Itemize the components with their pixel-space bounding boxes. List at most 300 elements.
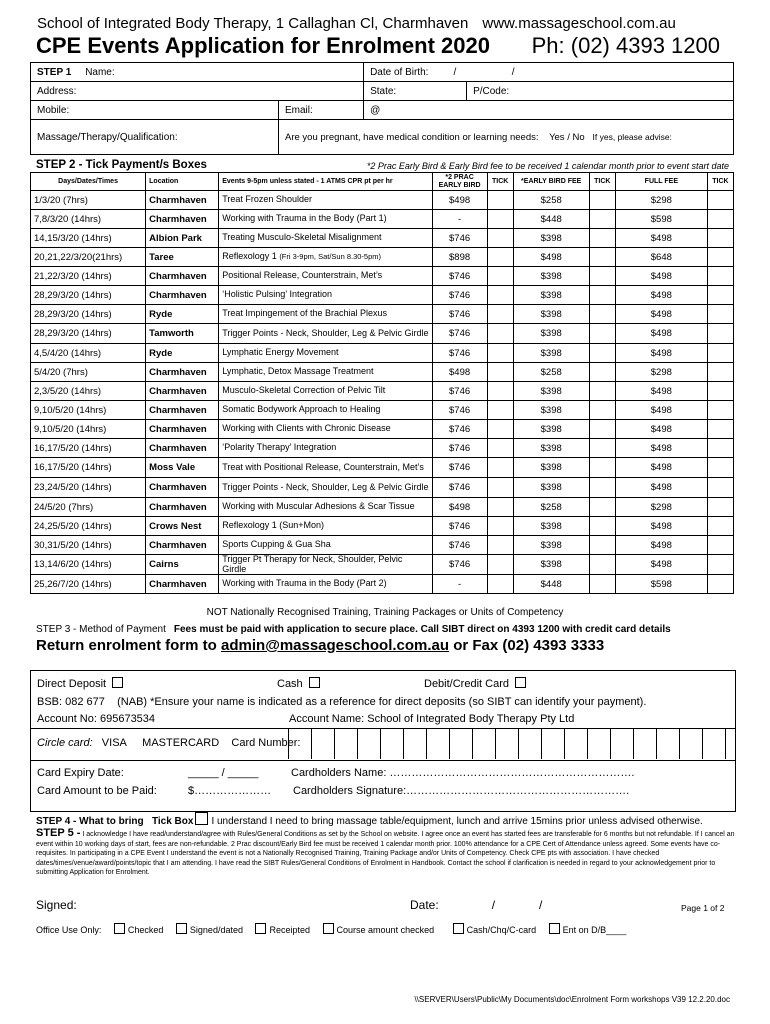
card-option — [424, 677, 526, 690]
tick-box[interactable] — [707, 344, 733, 363]
tick-box[interactable] — [707, 517, 733, 536]
event-location: Cairns — [146, 555, 219, 575]
full-fee: $498 — [615, 286, 707, 305]
event-title: Lymphatic Energy Movement — [222, 347, 339, 358]
early-bird-fee: $398 — [513, 478, 589, 498]
full-fee: $598 — [615, 575, 707, 594]
full-fee: $298 — [615, 191, 707, 210]
full-fee: $498 — [615, 401, 707, 420]
event-location: Charmhaven — [146, 498, 219, 517]
prac-early-bird-fee: $746 — [432, 555, 487, 575]
event-location: Charmhaven — [146, 420, 219, 439]
col-header-prac-early-bird: *2 PRAC EARLY BIRD — [432, 173, 487, 191]
tick-box[interactable] — [707, 229, 733, 248]
date-label: Date: — [410, 898, 439, 912]
tick-box[interactable] — [589, 517, 615, 536]
early-bird-fee: $398 — [513, 517, 589, 536]
office-item-receipted: Receipted — [269, 925, 311, 935]
event-date: 25,26/7/20 (14hrs) — [31, 575, 146, 594]
office-use-row — [36, 923, 626, 935]
full-fee: $498 — [615, 305, 707, 324]
tick-box[interactable] — [589, 555, 615, 575]
early-bird-fee: $398 — [513, 401, 589, 420]
event-name — [219, 420, 432, 439]
date-field[interactable] — [410, 898, 542, 912]
event-title: Reflexology 1 — [222, 251, 277, 262]
school-name: School of Integrated Body Therapy, 1 Callaghan Cl, Charmhaven — [37, 15, 469, 32]
tick-box[interactable] — [707, 324, 733, 344]
tick-box[interactable] — [589, 344, 615, 363]
not-nationally-recognised-note: NOT Nationally Recognised Training, Training Packages or Units of Competency — [206, 607, 564, 618]
event-date: 5/4/20 (7hrs) — [31, 363, 146, 382]
tick-box[interactable] — [589, 439, 615, 458]
full-fee: $298 — [615, 363, 707, 382]
event-date: 9,10/5/20 (14hrs) — [31, 401, 146, 420]
event-location: Ryde — [146, 344, 219, 363]
tick-box[interactable] — [487, 344, 513, 363]
tick-box[interactable] — [589, 210, 615, 229]
step4-checkbox[interactable] — [195, 812, 208, 825]
step5-label: STEP 5 - — [36, 827, 81, 839]
event-date: 14,15/3/20 (14hrs) — [31, 229, 146, 248]
tick-box[interactable] — [589, 458, 615, 478]
card-digit-box[interactable] — [450, 729, 473, 759]
qualification-field[interactable] — [31, 120, 279, 155]
step2-heading: STEP 2 - Tick Payment/s Boxes — [36, 159, 207, 171]
prac-early-bird-fee: - — [432, 575, 487, 594]
prac-early-bird-fee: $746 — [432, 517, 487, 536]
card-number-grid[interactable] — [288, 729, 726, 759]
tick-box[interactable] — [487, 439, 513, 458]
amount-input[interactable]: $………………… — [188, 785, 272, 797]
circle-card-label: Circle card: — [37, 737, 93, 749]
tick-box[interactable] — [487, 498, 513, 517]
email-at-field[interactable] — [364, 101, 734, 120]
event-name — [219, 344, 432, 363]
return-prefix: Return enrolment form to — [36, 637, 222, 654]
card-digit-box[interactable] — [519, 729, 542, 759]
prac-early-bird-fee: $746 — [432, 439, 487, 458]
divider — [31, 760, 735, 761]
direct-deposit-checkbox[interactable] — [112, 677, 123, 688]
early-bird-fee: $398 — [513, 382, 589, 401]
table-row — [31, 575, 734, 594]
tick-box[interactable] — [589, 267, 615, 286]
tick-box[interactable] — [589, 498, 615, 517]
card-digit-box[interactable] — [496, 729, 519, 759]
event-location: Charmhaven — [146, 191, 219, 210]
tick-box[interactable] — [589, 324, 615, 344]
name-label: Name: — [85, 66, 115, 78]
tick-box[interactable] — [589, 536, 615, 555]
event-title: ‘Polarity Therapy’ Integration — [222, 442, 337, 453]
col-header-events: Events 9-5pm unless stated - 1 ATMS CPR pt per hr — [219, 173, 432, 191]
ent-on-db-checkbox[interactable] — [549, 923, 560, 934]
tick-box[interactable] — [589, 363, 615, 382]
event-name — [219, 439, 432, 458]
tick-box[interactable] — [487, 363, 513, 382]
full-fee: $498 — [615, 420, 707, 439]
file-path-footer: \\SERVER\Users\Public\My Documents\doc\Enrolment Form workshops V39 12.2.20.doc — [414, 995, 730, 1004]
event-date: 28,29/3/20 (14hrs) — [31, 305, 146, 324]
tick-box[interactable] — [707, 191, 733, 210]
table-row — [31, 458, 734, 478]
page-title: CPE Events Application for Enrolment 2020 — [36, 33, 490, 58]
card-digit-box[interactable] — [381, 729, 404, 759]
visa-option[interactable]: VISA — [101, 737, 127, 749]
table-row — [31, 420, 734, 439]
event-name — [219, 267, 432, 286]
office-item-checked: Checked — [127, 925, 164, 935]
signed-label[interactable]: Signed: — [36, 898, 77, 912]
col-header-early-bird: *EARLY BIRD FEE — [513, 173, 589, 191]
full-fee: $498 — [615, 382, 707, 401]
col-header-location: Location — [146, 173, 219, 191]
prac-early-bird-fee: $746 — [432, 324, 487, 344]
tick-box[interactable] — [487, 575, 513, 594]
event-name — [219, 305, 432, 324]
return-form-line — [36, 637, 604, 654]
event-name — [219, 363, 432, 382]
state-field[interactable] — [364, 82, 467, 101]
tick-box[interactable] — [487, 420, 513, 439]
event-name — [219, 382, 432, 401]
cash-chq-checkbox[interactable] — [453, 923, 464, 934]
card-digit-box[interactable] — [473, 729, 496, 759]
tick-box[interactable] — [487, 305, 513, 324]
early-bird-fee: $398 — [513, 267, 589, 286]
table-row — [31, 229, 734, 248]
event-location: Charmhaven — [146, 286, 219, 305]
email-label: Email: — [285, 104, 313, 116]
nab-note: (NAB) *Ensure your name is indicated as a reference for direct deposits (so SIBT can identify your payment). — [117, 696, 647, 708]
tick-box[interactable] — [707, 382, 733, 401]
prac-early-bird-fee: $746 — [432, 286, 487, 305]
event-title: Musculo-Skeletal Correction of Pelvic Tilt — [222, 385, 386, 396]
full-fee: $648 — [615, 248, 707, 267]
event-date: 9,10/5/20 (14hrs) — [31, 420, 146, 439]
tick-box[interactable] — [589, 575, 615, 594]
full-fee: $498 — [615, 324, 707, 344]
card-digit-box[interactable] — [634, 729, 657, 759]
tick-box[interactable] — [589, 191, 615, 210]
full-fee: $498 — [615, 458, 707, 478]
website-link[interactable]: www.massageschool.com.au — [482, 15, 676, 32]
event-location: Moss Vale — [146, 458, 219, 478]
tick-box[interactable] — [707, 210, 733, 229]
tick-box[interactable] — [487, 517, 513, 536]
event-date: 20,21,22/3/20(21hrs) — [31, 248, 146, 267]
tick-box[interactable] — [487, 536, 513, 555]
tick-box[interactable] — [487, 229, 513, 248]
tick-box-label: Tick Box — [151, 816, 194, 827]
event-title: Lymphatic, Detox Massage Treatment — [222, 366, 374, 377]
tick-box[interactable] — [589, 420, 615, 439]
event-title: ‘Holistic Pulsing’ Integration — [222, 289, 332, 300]
event-title: Sports Cupping & Gua Sha — [222, 539, 331, 550]
event-date: 4,5/4/20 (14hrs) — [31, 344, 146, 363]
postcode-label: P/Code: — [473, 85, 510, 97]
tick-box[interactable] — [487, 210, 513, 229]
card-type-row — [37, 737, 300, 749]
prac-early-bird-fee: $746 — [432, 536, 487, 555]
full-fee: $498 — [615, 555, 707, 575]
early-bird-fee: $398 — [513, 536, 589, 555]
event-name — [219, 517, 432, 536]
tick-box[interactable] — [487, 191, 513, 210]
step4-text: I understand I need to bring massage table/equipment, lunch and arrive 15mins prior unless advised otherwise. — [211, 816, 703, 827]
card-digit-box[interactable] — [703, 729, 726, 759]
tick-box[interactable] — [487, 286, 513, 305]
early-bird-fee: $398 — [513, 324, 589, 344]
col-header-days: Days/Dates/Times — [31, 173, 146, 191]
tick-box[interactable] — [707, 555, 733, 575]
event-location: Crows Nest — [146, 517, 219, 536]
col-header-tick: TICK — [707, 173, 733, 191]
table-row — [31, 191, 734, 210]
card-digit-box[interactable] — [680, 729, 703, 759]
tick-box[interactable] — [707, 286, 733, 305]
card-digit-box[interactable] — [358, 729, 381, 759]
step4-row — [36, 812, 703, 827]
event-title: Reflexology 1 (Sun+Mon) — [222, 520, 325, 531]
signed-dated-checkbox[interactable] — [176, 923, 187, 934]
table-row — [31, 478, 734, 498]
tick-box[interactable] — [487, 401, 513, 420]
table-row — [31, 439, 734, 458]
tick-box[interactable] — [707, 305, 733, 324]
event-date: 21,22/3/20 (14hrs) — [31, 267, 146, 286]
full-fee: $498 — [615, 344, 707, 363]
name-field[interactable] — [31, 63, 364, 82]
card-digit-box[interactable] — [427, 729, 450, 759]
prac-early-bird-fee: $898 — [432, 248, 487, 267]
tick-box[interactable] — [589, 248, 615, 267]
step3-heading — [36, 624, 671, 635]
dob-field[interactable] — [364, 63, 734, 82]
email-field[interactable] — [279, 101, 364, 120]
event-title: Treat Impingement of the Brachial Plexus — [222, 308, 387, 319]
prac-early-bird-fee: $746 — [432, 344, 487, 363]
event-location: Charmhaven — [146, 439, 219, 458]
event-title: Working with Muscular Adhesions & Scar Tissue — [222, 501, 415, 512]
mastercard-option[interactable]: MASTERCARD — [142, 737, 220, 749]
account-name: Account Name: School of Integrated Body Therapy Pty Ltd — [289, 713, 575, 725]
admin-email-link[interactable]: admin@massageschool.com.au — [221, 637, 450, 654]
receipted-checkbox[interactable] — [255, 923, 266, 934]
early-bird-fee: $398 — [513, 344, 589, 363]
tick-box[interactable] — [589, 229, 615, 248]
debit-credit-checkbox[interactable] — [515, 677, 526, 688]
tick-box[interactable] — [707, 536, 733, 555]
step5-acknowledgement — [36, 829, 736, 878]
event-location: Taree — [146, 248, 219, 267]
tick-box[interactable] — [589, 286, 615, 305]
tick-box[interactable] — [487, 324, 513, 344]
prac-early-bird-fee: $746 — [432, 382, 487, 401]
office-item-cash-chq: Cash/Chq/C-card — [466, 925, 537, 935]
table-row — [31, 555, 734, 575]
tick-box[interactable] — [487, 478, 513, 498]
tick-box[interactable] — [589, 401, 615, 420]
table-row — [31, 401, 734, 420]
event-name — [219, 210, 432, 229]
tick-box[interactable] — [487, 248, 513, 267]
tick-box[interactable] — [707, 420, 733, 439]
prac-early-bird-fee: $498 — [432, 363, 487, 382]
col-header-tick: TICK — [589, 173, 615, 191]
step1-personal-details — [30, 62, 734, 155]
tick-box[interactable] — [589, 305, 615, 324]
event-title: Working with Trauma in the Body (Part 2) — [222, 578, 387, 589]
postcode-field[interactable] — [467, 82, 734, 101]
tick-box[interactable] — [487, 458, 513, 478]
event-title: Somatic Bodywork Approach to Healing — [222, 404, 381, 415]
card-digit-box[interactable] — [404, 729, 427, 759]
event-date: 2,3/5/20 (14hrs) — [31, 382, 146, 401]
fees-note: Fees must be paid with application to secure place. Call SIBT direct on 4393 1200 with credit card details — [173, 624, 671, 635]
full-fee: $598 — [615, 210, 707, 229]
expiry-input[interactable]: _____ / _____ — [188, 767, 259, 779]
prac-early-bird-fee: $746 — [432, 267, 487, 286]
cash-checkbox[interactable] — [309, 677, 320, 688]
payment-methods-row — [37, 677, 123, 690]
table-row — [31, 382, 734, 401]
tick-box[interactable] — [707, 575, 733, 594]
mobile-field[interactable] — [31, 101, 279, 120]
card-digit-box[interactable] — [565, 729, 588, 759]
card-number-label: Card Number: — [231, 737, 301, 749]
tick-box[interactable] — [707, 401, 733, 420]
qualification-label: Massage/Therapy/Qualification: — [37, 131, 178, 143]
office-item-signed-dated: Signed/dated — [189, 925, 243, 935]
full-fee: $298 — [615, 498, 707, 517]
table-row — [31, 286, 734, 305]
early-bird-fee: $398 — [513, 555, 589, 575]
cash-label: Cash — [277, 678, 303, 690]
prac-early-bird-fee: $498 — [432, 191, 487, 210]
event-date: 13,14/6/20 (14hrs) — [31, 555, 146, 575]
event-name — [219, 324, 432, 344]
full-fee: $498 — [615, 536, 707, 555]
tick-box[interactable] — [589, 382, 615, 401]
mobile-label: Mobile: — [37, 104, 70, 116]
yes-no-option[interactable]: Yes / No — [549, 131, 585, 143]
event-date: 28,29/3/20 (14hrs) — [31, 324, 146, 344]
prac-early-bird-fee: $746 — [432, 420, 487, 439]
full-fee: $498 — [615, 478, 707, 498]
cardholder-name-field[interactable]: Cardholders Name: …………………………………………………………. — [291, 767, 635, 779]
early-bird-fee: $398 — [513, 458, 589, 478]
event-title: Trigger Points - Neck, Shoulder, Leg & Pelvic Girdle — [222, 481, 429, 492]
early-bird-fee: $258 — [513, 363, 589, 382]
debit-credit-label: Debit/Credit Card — [424, 678, 509, 690]
tick-box[interactable] — [707, 267, 733, 286]
state-label: State: — [370, 85, 397, 97]
event-note: (Fri 3-9pm, Sat/Sun 8.30-5pm) — [279, 252, 382, 262]
event-name — [219, 555, 432, 575]
table-row — [31, 344, 734, 363]
phone-number: Ph: (02) 4393 1200 — [531, 33, 720, 58]
table-row — [31, 248, 734, 267]
card-digit-box[interactable] — [289, 729, 312, 759]
event-location: Albion Park — [146, 229, 219, 248]
early-bird-fee: $398 — [513, 229, 589, 248]
event-title: Treat Frozen Shoulder — [222, 194, 312, 205]
event-location: Charmhaven — [146, 267, 219, 286]
prac-early-bird-fee: $498 — [432, 498, 487, 517]
event-location: Charmhaven — [146, 210, 219, 229]
table-row — [31, 517, 734, 536]
office-use-label: Office Use Only: — [36, 925, 102, 935]
event-location: Charmhaven — [146, 575, 219, 594]
card-digit-box[interactable] — [542, 729, 565, 759]
tick-box[interactable] — [707, 248, 733, 267]
tick-box[interactable] — [487, 267, 513, 286]
address-field[interactable] — [31, 82, 364, 101]
expiry-label: Card Expiry Date: — [37, 767, 124, 779]
prac-early-bird-fee: $746 — [432, 229, 487, 248]
event-title: Working with Trauma in the Body (Part 1) — [222, 213, 387, 224]
cardholder-signature-field[interactable]: Cardholders Signature:……………………………………………………. — [293, 785, 630, 797]
tick-box[interactable] — [707, 363, 733, 382]
event-name — [219, 401, 432, 420]
email-at-sign: @ — [370, 104, 381, 116]
event-date: 24,25/5/20 (14hrs) — [31, 517, 146, 536]
date-slash: / — [539, 898, 543, 912]
tick-box[interactable] — [707, 498, 733, 517]
tick-box[interactable] — [707, 458, 733, 478]
early-bird-fee: $398 — [513, 439, 589, 458]
tick-box[interactable] — [589, 478, 615, 498]
event-location: Tamworth — [146, 324, 219, 344]
event-location: Charmhaven — [146, 363, 219, 382]
table-row — [31, 324, 734, 344]
card-digit-box[interactable] — [657, 729, 680, 759]
full-fee: $498 — [615, 517, 707, 536]
tick-box[interactable] — [707, 478, 733, 498]
table-row — [31, 498, 734, 517]
card-digit-box[interactable] — [611, 729, 634, 759]
card-digit-box[interactable] — [312, 729, 335, 759]
course-amount-checkbox[interactable] — [323, 923, 334, 934]
checked-checkbox[interactable] — [114, 923, 125, 934]
early-bird-fee: $398 — [513, 286, 589, 305]
event-name — [219, 248, 432, 267]
event-location: Charmhaven — [146, 382, 219, 401]
event-name — [219, 229, 432, 248]
card-digit-box[interactable] — [588, 729, 611, 759]
tick-box[interactable] — [487, 555, 513, 575]
event-date: 16,17/5/20 (14hrs) — [31, 439, 146, 458]
event-name — [219, 286, 432, 305]
dob-slashes: / / — [453, 66, 515, 78]
event-date: 1/3/20 (7hrs) — [31, 191, 146, 210]
early-bird-fee: $258 — [513, 191, 589, 210]
step4-label: STEP 4 - What to bring — [36, 816, 144, 827]
tick-box[interactable] — [487, 382, 513, 401]
event-name — [219, 575, 432, 594]
event-name — [219, 458, 432, 478]
tick-box[interactable] — [707, 439, 733, 458]
office-item-ent-on-db: Ent on D/B____ — [562, 925, 627, 935]
pregnant-field[interactable] — [279, 120, 734, 155]
table-row — [31, 267, 734, 286]
card-digit-box[interactable] — [335, 729, 358, 759]
cash-option — [277, 677, 320, 690]
event-name — [219, 191, 432, 210]
event-title: Trigger Points - Neck, Shoulder, Leg & Pelvic Girdle — [222, 327, 429, 338]
